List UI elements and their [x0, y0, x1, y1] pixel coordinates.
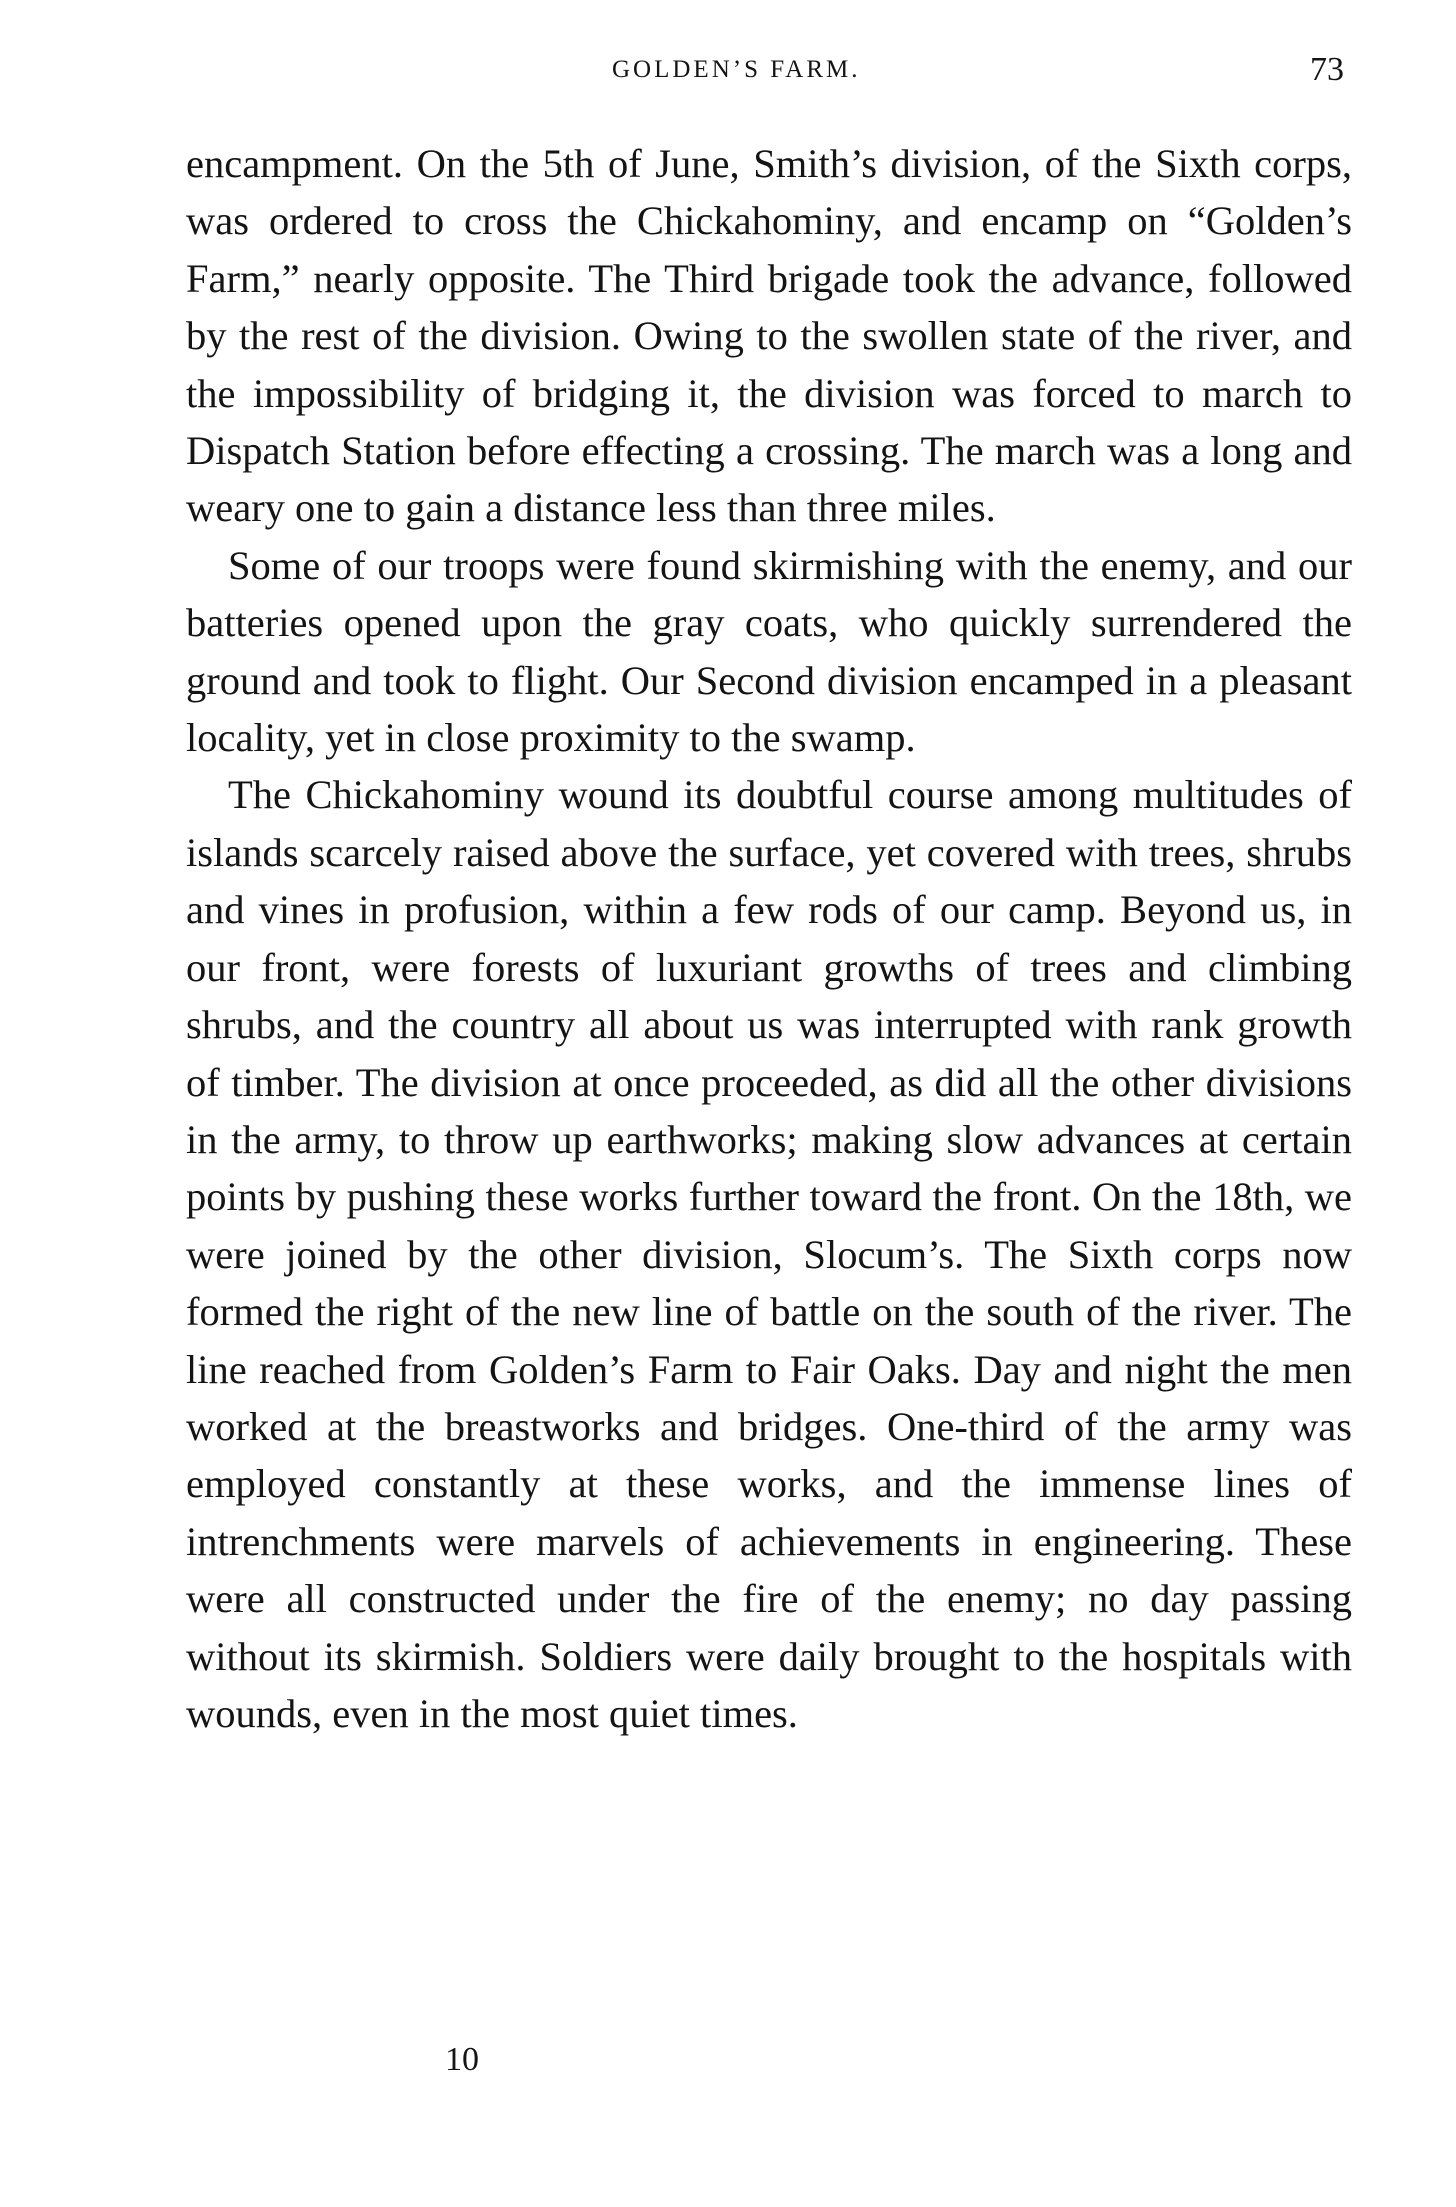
paragraph-2: Some of our troops were found skirmishing with the enemy, and our batteries opened upon the gray coats, who quickly surrendered the ground and took to flight. Our Second division encamped in a pleasant locality, yet in close proximity to the swamp. — [186, 542, 1352, 761]
running-head — [0, 50, 1456, 110]
paragraph-1: encampment. On the 5th of June, Smith’s division, of the Sixth corps, was ordered to cross the Chickahominy, and encamp on “Golden’s Farm,” nearly opposite. The Third brigade took the advance, followed by the rest of the division. Owing to the swollen state of the river, and the impossibility of bridging it, the division was forced to march to Dispatch Station before effecting a crossing. The march was a long and weary one to gain a distance less than three miles. — [186, 141, 1352, 531]
body-text — [186, 135, 1352, 1742]
running-head-title: GOLDEN’S FARM. — [612, 56, 861, 83]
page-number: 73 — [1310, 51, 1344, 88]
signature-mark: 10 — [445, 2041, 479, 2078]
paragraph-3: The Chickahominy wound its doubtful course among multitudes of islands scarcely raised above the surface, yet covered with trees, shrubs and vines in profusion, within a few rods of our camp. Beyond us, in our front, were forests of luxuriant growths of trees and climbing shrubs, and the country all about us was interrupted with rank growth of timber. The division at once proceeded, as did all the other divisions in the army, to throw up earthworks; making slow advances at certain points by pushing these works further toward the front. On the 18th, we were joined by the other division, Slocum’s. The Sixth corps now formed the right of the new line of battle on the south of the river. The line reached from Golden’s Farm to Fair Oaks. Day and night the men worked at the breastworks and bridges. One-third of the army was employed constantly at these works, and the immense lines of intrenchments were marvels of achievements in engineering. These were all constructed under the fire of the enemy; no day passing without its skirmish. Soldiers were daily brought to the hospitals with wounds, even in the most quiet times. — [186, 772, 1352, 1736]
